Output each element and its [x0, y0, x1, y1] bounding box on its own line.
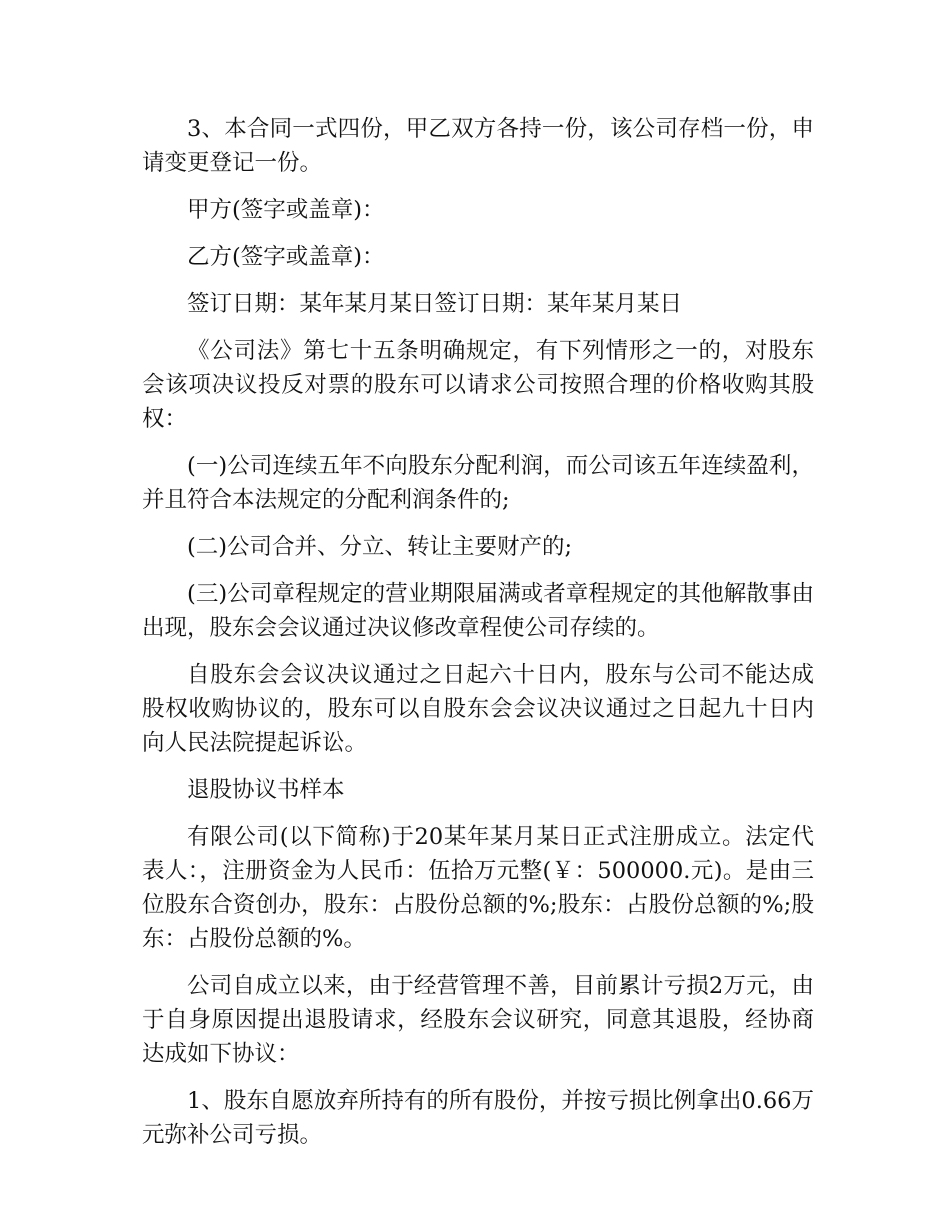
paragraph-contract-copies: 3、本合同一式四份，甲乙双方各持一份，该公司存档一份，申请变更登记一份。	[142, 116, 814, 176]
paragraph-clause-one: (一)公司连续五年不向股东分配利润，而公司该五年连续盈利，并且符合本法规定的分配利润条件的;	[142, 453, 814, 513]
paragraph-company-law-article: 《公司法》第七十五条明确规定，有下列情形之一的，对股东会该项决议投反对票的股东可以请求公司按照合理的价格收购其股权：	[142, 338, 814, 432]
paragraph-clause-two: (二)公司合并、分立、转让主要财产的;	[187, 534, 573, 560]
paragraph-signing-date: 签订日期：某年某月某日签订日期：某年某月某日	[187, 291, 683, 317]
paragraph-party-b-signature: 乙方(签字或盖章)：	[187, 244, 385, 270]
document-body	[142, 112, 814, 1165]
paragraph-clause-three: (三)公司章程规定的营业期限届满或者章程规定的其他解散事由出现，股东会会议通过决议修改章程使公司存续的。	[142, 581, 814, 641]
paragraph-company-registration: 有限公司(以下简称)于20某年某月某日正式注册成立。法定代表人：，注册资金为人民币：伍拾万元整(￥：500000.元)。是由三位股东合资创办，股东：占股份总额的%;股东：占股份总额的%;股东：占股份总额的%。	[142, 824, 814, 952]
paragraph-party-a-signature: 甲方(签字或盖章)：	[187, 197, 385, 223]
paragraph-lawsuit-deadline: 自股东会会议决议通过之日起六十日内，股东与公司不能达成股权收购协议的，股东可以自股东会会议决议通过之日起九十日内向人民法院提起诉讼。	[142, 662, 814, 756]
paragraph-loss-statement: 公司自成立以来，由于经营管理不善，目前累计亏损2万元，由于自身原因提出退股请求，经股东会议研究，同意其退股，经协商达成如下协议：	[142, 973, 814, 1067]
section-heading: 退股协议书样本	[187, 777, 345, 803]
paragraph-agreement-item-one: 1、股东自愿放弃所持有的所有股份，并按亏损比例拿出0.66万元弥补公司亏损。	[142, 1088, 814, 1148]
